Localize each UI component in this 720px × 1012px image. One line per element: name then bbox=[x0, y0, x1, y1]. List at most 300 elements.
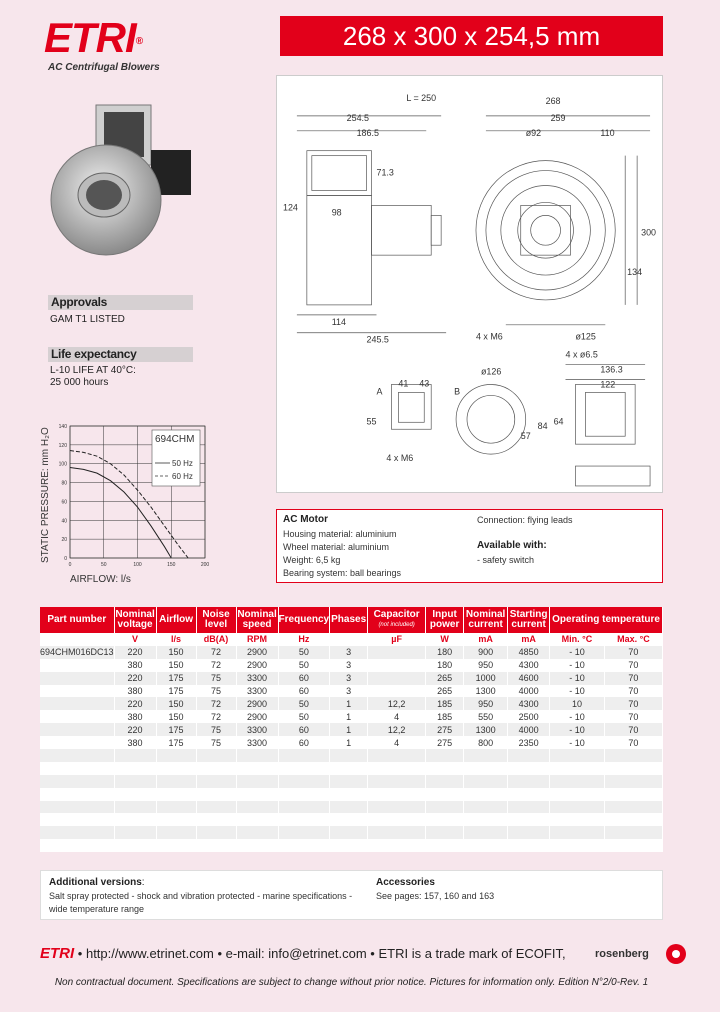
table-cell bbox=[508, 839, 550, 852]
capacitor-note: (not included) bbox=[378, 622, 415, 628]
dim-254: 254.5 bbox=[346, 112, 370, 123]
chart-ytick-label: 120 bbox=[58, 442, 67, 449]
table-cell: 1 bbox=[330, 710, 368, 723]
table-row bbox=[40, 775, 663, 788]
chart-ytick-label: 40 bbox=[61, 518, 67, 525]
table-cell bbox=[114, 839, 156, 852]
table-cell: 550 bbox=[464, 710, 508, 723]
table-header-cell: Part number bbox=[40, 607, 114, 633]
table-cell bbox=[330, 839, 368, 852]
chart-xtick-label: 200 bbox=[200, 562, 210, 568]
dim-m6a: 4 x M6 bbox=[475, 331, 503, 342]
table-cell: 70 bbox=[604, 736, 662, 749]
available-heading: Available with: bbox=[477, 540, 547, 551]
table-cell bbox=[330, 749, 368, 762]
table-cell: 1300 bbox=[464, 685, 508, 698]
chart-ytick-label: 80 bbox=[61, 480, 67, 487]
table-row bbox=[40, 697, 663, 710]
table-cell: 3300 bbox=[236, 672, 278, 685]
table-row bbox=[40, 736, 663, 749]
table-cell bbox=[156, 775, 196, 788]
dim-L: L = 250 bbox=[406, 92, 437, 103]
table-cell bbox=[426, 826, 464, 839]
dim-125: ø125 bbox=[575, 331, 596, 342]
table-cell: 185 bbox=[426, 697, 464, 710]
table-row bbox=[40, 839, 663, 852]
table-cell bbox=[550, 788, 605, 801]
table-row bbox=[40, 710, 663, 723]
table-header-cell: Input power bbox=[426, 607, 464, 633]
table-cell: 694CHM016DC13 bbox=[40, 647, 114, 658]
table-cell bbox=[368, 672, 426, 685]
table-unit-cell: W bbox=[426, 633, 464, 646]
table-cell bbox=[114, 749, 156, 762]
table-cell bbox=[550, 775, 605, 788]
table-cell: 275 bbox=[426, 723, 464, 736]
table-cell: - 10 bbox=[550, 723, 605, 736]
table-cell bbox=[508, 762, 550, 775]
table-cell bbox=[196, 775, 236, 788]
table-units-row bbox=[40, 633, 663, 646]
table-cell bbox=[196, 801, 236, 814]
table-cell: - 10 bbox=[550, 659, 605, 672]
table-cell bbox=[604, 762, 662, 775]
table-cell: 3300 bbox=[236, 723, 278, 736]
table-cell: 1 bbox=[330, 723, 368, 736]
table-cell bbox=[236, 801, 278, 814]
table-cell: 75 bbox=[196, 672, 236, 685]
footer-logo: ETRI bbox=[40, 945, 75, 962]
table-header-cell: Operating temperature bbox=[550, 607, 663, 633]
table-cell bbox=[278, 762, 330, 775]
chart-ytick-label: 140 bbox=[58, 424, 67, 430]
chart-ytick-label: 0 bbox=[64, 556, 67, 562]
dim-136: 136.3 bbox=[600, 364, 623, 375]
dim-114: 114 bbox=[331, 316, 346, 327]
table-cell: 12,2 bbox=[368, 723, 426, 736]
table-cell bbox=[236, 749, 278, 762]
table-cell: 10 bbox=[550, 697, 605, 710]
table-row bbox=[40, 826, 663, 839]
table-cell bbox=[464, 801, 508, 814]
table-cell: 70 bbox=[604, 659, 662, 672]
table-unit-cell bbox=[330, 633, 368, 646]
life-heading: Life expectancy bbox=[48, 347, 193, 362]
table-cell bbox=[196, 762, 236, 775]
table-cell bbox=[236, 762, 278, 775]
motor-housing: Housing material: aluminium bbox=[283, 529, 397, 539]
table-header-cell bbox=[368, 607, 426, 633]
table-cell: 4000 bbox=[508, 685, 550, 698]
table-cell: 12,2 bbox=[368, 697, 426, 710]
view-label-a: A bbox=[376, 386, 383, 397]
dim-268: 268 bbox=[545, 95, 561, 106]
chart-ytick-label: 20 bbox=[61, 537, 67, 544]
table-cell bbox=[330, 788, 368, 801]
table-cell bbox=[368, 749, 426, 762]
table-cell: 72 bbox=[196, 697, 236, 710]
table-cell: 220 bbox=[114, 697, 156, 710]
table-cell: 380 bbox=[114, 710, 156, 723]
dim-124: 124 bbox=[282, 202, 298, 213]
table-unit-cell: Hz bbox=[278, 633, 330, 646]
table-cell bbox=[278, 813, 330, 826]
table-cell: 75 bbox=[196, 685, 236, 698]
dim-57: 57 bbox=[520, 431, 531, 442]
available-item: - safety switch bbox=[477, 555, 535, 565]
table-cell: 60 bbox=[278, 736, 330, 749]
table-cell bbox=[508, 826, 550, 839]
table-unit-cell: Max. °C bbox=[604, 633, 662, 646]
table-cell: 4600 bbox=[508, 672, 550, 685]
table-cell bbox=[196, 813, 236, 826]
table-cell: 380 bbox=[114, 736, 156, 749]
table-cell: 72 bbox=[196, 646, 236, 659]
table-cell bbox=[508, 788, 550, 801]
table-header-cell: Phases bbox=[330, 607, 368, 633]
table-cell bbox=[464, 826, 508, 839]
capacitor-label: Capacitor bbox=[373, 609, 420, 620]
table-cell: 265 bbox=[426, 672, 464, 685]
table-cell: - 10 bbox=[550, 710, 605, 723]
table-cell: 380 bbox=[114, 659, 156, 672]
additional-line2: wide temperature range bbox=[49, 904, 145, 914]
table-row bbox=[40, 685, 663, 698]
table-cell: 2900 bbox=[236, 697, 278, 710]
dim-245: 245.5 bbox=[366, 334, 389, 345]
dim-64: 64 bbox=[553, 416, 564, 427]
table-header-cell: Nominal voltage bbox=[114, 607, 156, 633]
chart-ytick-label: 60 bbox=[61, 499, 67, 506]
table-cell bbox=[550, 826, 605, 839]
chart-ylabel: STATIC PRESSURE: mm H₂O bbox=[40, 427, 51, 563]
table-cell bbox=[114, 826, 156, 839]
table-cell bbox=[464, 813, 508, 826]
dim-98: 98 bbox=[331, 207, 342, 218]
table-cell bbox=[464, 762, 508, 775]
table-cell bbox=[156, 801, 196, 814]
table-row bbox=[40, 672, 663, 685]
table-cell: - 10 bbox=[550, 685, 605, 698]
table-cell: 4300 bbox=[508, 659, 550, 672]
dim-259: 259 bbox=[550, 112, 566, 123]
table-cell: 3 bbox=[330, 646, 368, 659]
rosenberg-fan-icon bbox=[665, 943, 687, 965]
product-dimensions-banner: 268 x 300 x 254,5 mm bbox=[280, 16, 663, 56]
table-cell: 175 bbox=[156, 672, 196, 685]
table-cell bbox=[40, 710, 114, 723]
dim-71: 71.3 bbox=[376, 167, 394, 178]
table-cell bbox=[40, 813, 114, 826]
table-cell bbox=[156, 813, 196, 826]
table-cell bbox=[426, 749, 464, 762]
table-cell bbox=[508, 801, 550, 814]
table-cell: 3300 bbox=[236, 736, 278, 749]
table-cell: 2500 bbox=[508, 710, 550, 723]
table-cell: 1 bbox=[330, 736, 368, 749]
dim-41: 41 bbox=[398, 378, 409, 389]
motor-heading: AC Motor bbox=[283, 514, 328, 525]
table-cell bbox=[368, 775, 426, 788]
table-cell bbox=[508, 813, 550, 826]
logo-text: ETRI bbox=[44, 14, 136, 61]
table-cell bbox=[330, 762, 368, 775]
table-cell bbox=[604, 813, 662, 826]
table-cell bbox=[40, 788, 114, 801]
table-cell bbox=[40, 826, 114, 839]
table-cell: 2900 bbox=[236, 659, 278, 672]
table-cell: 150 bbox=[156, 710, 196, 723]
table-cell bbox=[508, 775, 550, 788]
chart-ytick-label: 100 bbox=[58, 461, 67, 468]
table-cell: 60 bbox=[278, 685, 330, 698]
view-label-b: B bbox=[454, 386, 461, 397]
table-cell: 185 bbox=[426, 710, 464, 723]
additional-line1: Salt spray protected - shock and vibration protected - marine specifications - bbox=[49, 891, 353, 901]
table-cell bbox=[156, 762, 196, 775]
table-cell bbox=[426, 839, 464, 852]
table-cell bbox=[196, 839, 236, 852]
legend-label-50hz: 50 Hz bbox=[172, 459, 193, 468]
disclaimer: Non contractual document. Specifications are subject to change without prior notice. Pictures for information only. Edition N°2/0-Rev. 1 bbox=[54, 977, 649, 988]
table-cell bbox=[464, 839, 508, 852]
table-cell: 4300 bbox=[508, 697, 550, 710]
table-cell: 180 bbox=[426, 646, 464, 659]
legend-label-60hz: 60 Hz bbox=[172, 472, 193, 481]
additional-heading-line bbox=[49, 877, 145, 888]
chart-xtick-label: 50 bbox=[100, 562, 107, 568]
table-cell: 380 bbox=[114, 685, 156, 698]
chart-title: 694CHM bbox=[155, 434, 195, 445]
table-cell: 180 bbox=[426, 659, 464, 672]
additional-versions-box bbox=[40, 870, 663, 920]
table-cell bbox=[278, 826, 330, 839]
table-cell: 4 bbox=[368, 710, 426, 723]
table-cell bbox=[604, 801, 662, 814]
table-cell: 1000 bbox=[464, 672, 508, 685]
table-cell: 70 bbox=[604, 697, 662, 710]
table-cell: 70 bbox=[604, 685, 662, 698]
table-header-cell: Frequency bbox=[278, 607, 330, 633]
table-cell bbox=[40, 749, 114, 762]
table-cell bbox=[426, 788, 464, 801]
table-unit-cell: Min. °C bbox=[550, 633, 605, 646]
table-cell bbox=[604, 839, 662, 852]
dim-122: 122 bbox=[600, 379, 616, 390]
table-cell bbox=[508, 749, 550, 762]
additional-heading-colon: : bbox=[141, 877, 145, 888]
table-row bbox=[40, 723, 663, 736]
table-cell bbox=[550, 801, 605, 814]
table-cell: 4 bbox=[368, 736, 426, 749]
table-cell bbox=[368, 762, 426, 775]
table-cell: 3300 bbox=[236, 685, 278, 698]
table-unit-cell: V bbox=[114, 633, 156, 646]
dim-186: 186.5 bbox=[356, 127, 379, 138]
table-cell bbox=[550, 813, 605, 826]
table-header-cell: Starting current bbox=[508, 607, 550, 633]
table-cell bbox=[278, 749, 330, 762]
dim-110: 110 bbox=[600, 127, 615, 138]
table-cell bbox=[426, 801, 464, 814]
table-cell bbox=[236, 813, 278, 826]
table-row bbox=[40, 659, 663, 672]
table-cell bbox=[330, 801, 368, 814]
blower-photo bbox=[46, 90, 196, 290]
table-cell: 60 bbox=[278, 672, 330, 685]
table-cell bbox=[236, 775, 278, 788]
table-cell: 72 bbox=[196, 659, 236, 672]
table-cell: 3 bbox=[330, 685, 368, 698]
table-cell bbox=[156, 788, 196, 801]
table-cell bbox=[236, 826, 278, 839]
table-cell bbox=[40, 723, 114, 736]
motor-wheel: Wheel material: aluminium bbox=[283, 542, 390, 552]
table-unit-cell bbox=[40, 633, 114, 646]
table-cell: 175 bbox=[156, 723, 196, 736]
table-cell bbox=[426, 775, 464, 788]
table-header-cell: Nominal current bbox=[464, 607, 508, 633]
table-cell bbox=[156, 749, 196, 762]
table-cell bbox=[330, 775, 368, 788]
table-cell: 950 bbox=[464, 659, 508, 672]
table-row bbox=[40, 762, 663, 775]
table-unit-cell: l/s bbox=[156, 633, 196, 646]
table-cell bbox=[368, 685, 426, 698]
table-cell bbox=[550, 749, 605, 762]
rosenberg-logo: rosenberg bbox=[595, 948, 649, 960]
table-cell bbox=[604, 826, 662, 839]
table-cell: 75 bbox=[196, 736, 236, 749]
table-cell bbox=[40, 839, 114, 852]
table-cell: 950 bbox=[464, 697, 508, 710]
table-cell: 1 bbox=[330, 697, 368, 710]
table-cell: 175 bbox=[156, 736, 196, 749]
motor-bearing: Bearing system: ball bearings bbox=[283, 568, 402, 578]
table-cell bbox=[114, 775, 156, 788]
motor-specs-box bbox=[276, 509, 663, 583]
table-cell bbox=[330, 826, 368, 839]
table-cell: 220 bbox=[114, 646, 156, 659]
table-cell bbox=[368, 826, 426, 839]
table-cell bbox=[550, 839, 605, 852]
table-cell: 70 bbox=[604, 672, 662, 685]
table-cell bbox=[114, 788, 156, 801]
table-cell: 70 bbox=[604, 710, 662, 723]
product-category: AC Centrifugal Blowers bbox=[48, 62, 160, 73]
table-cell bbox=[464, 775, 508, 788]
table-cell: 60 bbox=[278, 723, 330, 736]
table-header-cell: Noise level bbox=[196, 607, 236, 633]
table-cell bbox=[114, 813, 156, 826]
motor-connection: Connection: flying leads bbox=[477, 515, 573, 525]
footer-contact bbox=[40, 940, 663, 968]
table-cell bbox=[114, 801, 156, 814]
table-unit-cell: RPM bbox=[236, 633, 278, 646]
table-cell bbox=[156, 826, 196, 839]
table-cell: 220 bbox=[114, 672, 156, 685]
table-cell: 72 bbox=[196, 710, 236, 723]
chart-xtick-label: 100 bbox=[133, 562, 142, 568]
dim-55: 55 bbox=[366, 416, 377, 427]
table-row bbox=[40, 788, 663, 801]
table-unit-cell: µF bbox=[368, 633, 426, 646]
table-cell: 275 bbox=[426, 736, 464, 749]
performance-chart bbox=[40, 418, 230, 588]
table-cell: 150 bbox=[156, 646, 196, 659]
dimension-drawing bbox=[276, 75, 663, 493]
table-cell: 70 bbox=[604, 646, 662, 659]
table-cell bbox=[40, 659, 114, 672]
table-unit-cell: dB(A) bbox=[196, 633, 236, 646]
motor-weight: Weight: 6,5 kg bbox=[283, 555, 341, 565]
table-cell bbox=[464, 788, 508, 801]
table-cell: - 10 bbox=[550, 672, 605, 685]
table-cell: 50 bbox=[278, 710, 330, 723]
table-cell bbox=[368, 839, 426, 852]
chart-xtick-label: 150 bbox=[167, 562, 176, 568]
approvals-heading: Approvals bbox=[48, 295, 193, 310]
table-cell: 2900 bbox=[236, 710, 278, 723]
table-cell bbox=[604, 788, 662, 801]
table-cell bbox=[278, 788, 330, 801]
table-cell bbox=[604, 775, 662, 788]
table-cell: 2350 bbox=[508, 736, 550, 749]
life-line1: L-10 LIFE AT 40°C: bbox=[50, 365, 136, 376]
table-cell: 50 bbox=[278, 659, 330, 672]
table-cell bbox=[236, 839, 278, 852]
approvals-text: GAM T1 LISTED bbox=[50, 314, 125, 325]
table-row bbox=[40, 801, 663, 814]
table-cell: 900 bbox=[464, 646, 508, 659]
table-cell bbox=[236, 788, 278, 801]
table-cell bbox=[40, 697, 114, 710]
table-unit-cell: mA bbox=[464, 633, 508, 646]
dim-65: 4 x ø6.5 bbox=[565, 349, 598, 360]
table-cell: 220 bbox=[114, 723, 156, 736]
table-cell bbox=[40, 685, 114, 698]
table-cell bbox=[550, 762, 605, 775]
table-cell: 50 bbox=[278, 646, 330, 659]
accessories-text: See pages: 157, 160 and 163 bbox=[376, 891, 495, 901]
dim-92: ø92 bbox=[525, 127, 542, 138]
table-cell bbox=[196, 826, 236, 839]
table-cell: 3 bbox=[330, 659, 368, 672]
table-cell bbox=[368, 646, 426, 659]
table-row bbox=[40, 813, 663, 826]
dim-300: 300 bbox=[641, 227, 657, 238]
table-cell bbox=[330, 813, 368, 826]
table-unit-cell: mA bbox=[508, 633, 550, 646]
table-cell bbox=[40, 762, 114, 775]
table-cell bbox=[368, 788, 426, 801]
footer-text[interactable]: • http://www.etrinet.com • e-mail: info@etrinet.com • ETRI is a trade mark of ECOFIT, bbox=[77, 946, 566, 961]
table-cell: 2900 bbox=[236, 646, 278, 659]
table-cell bbox=[368, 801, 426, 814]
table-cell: 3 bbox=[330, 672, 368, 685]
logo-registered-mark: ® bbox=[135, 36, 143, 47]
table-cell bbox=[114, 762, 156, 775]
table-cell: - 10 bbox=[550, 646, 605, 659]
table-row bbox=[40, 749, 663, 762]
table-header-cell: Airflow bbox=[156, 607, 196, 633]
table-cell: 800 bbox=[464, 736, 508, 749]
table-cell bbox=[278, 775, 330, 788]
table-cell bbox=[40, 801, 114, 814]
dim-m6b: 4 x M6 bbox=[386, 453, 414, 464]
dim-43: 43 bbox=[419, 378, 430, 389]
table-row bbox=[40, 646, 663, 659]
